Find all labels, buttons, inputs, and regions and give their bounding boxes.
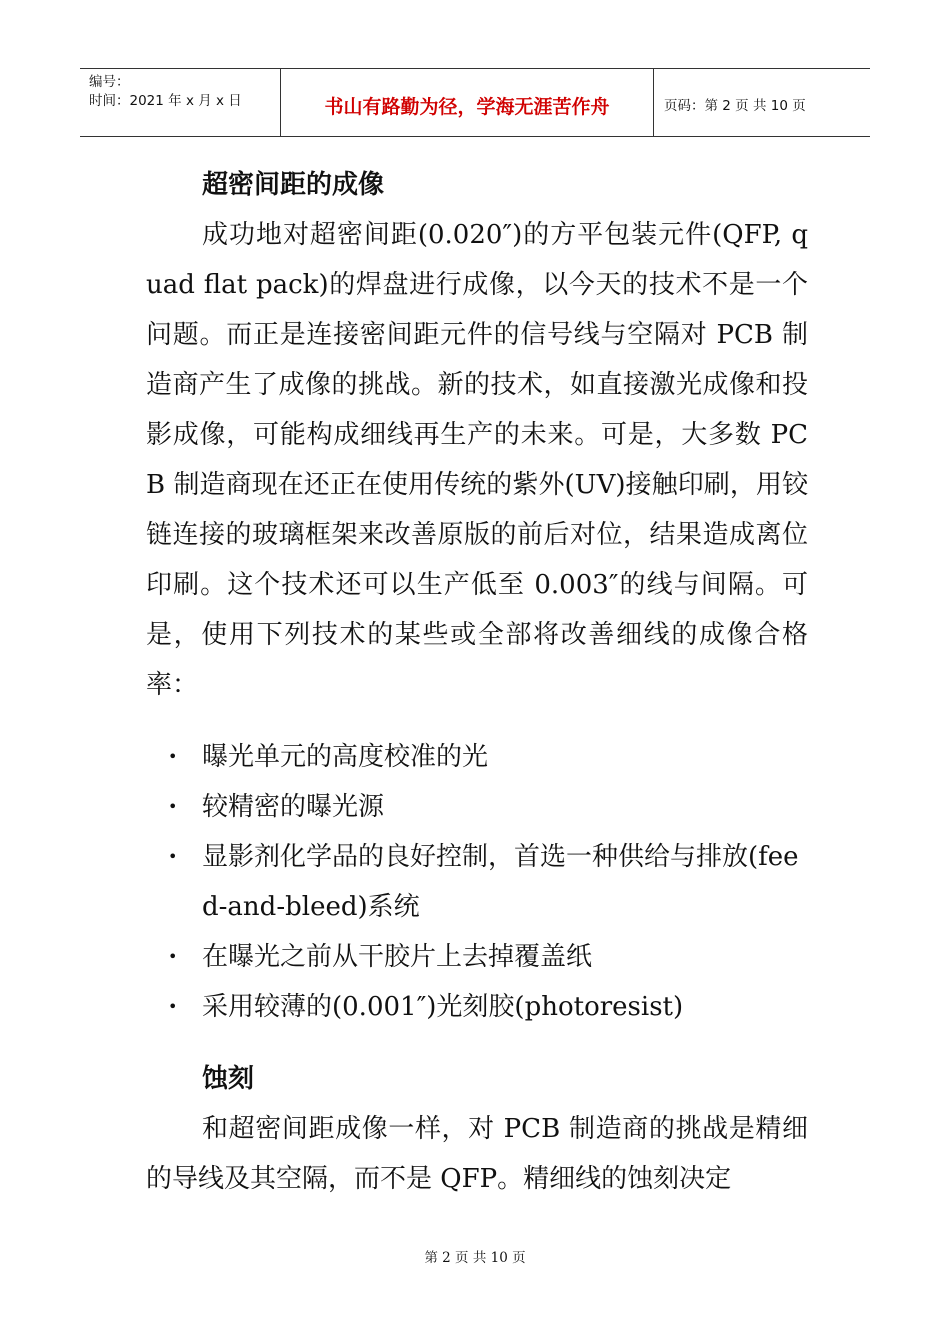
list-item	[146, 832, 808, 932]
list-item	[146, 732, 808, 782]
document-number-label: 编号：	[89, 74, 130, 90]
footer-page-number: 第 2 页 共 10 页	[424, 1250, 526, 1266]
header-motto-cell	[281, 69, 654, 136]
document-date: 时间：2021 年 x 月 x 日	[89, 93, 242, 109]
list-item-text: 显影剂化学品的良好控制，首选一种供给与排放(feed-and-bleed)系统	[202, 842, 799, 922]
list-item	[146, 932, 808, 982]
bullet-icon: •	[168, 797, 178, 816]
header-page-info: 页码：第 2 页 共 10 页	[664, 97, 806, 114]
page-footer	[0, 1246, 950, 1266]
list-item-text: 较精密的曝光源	[202, 792, 385, 822]
document-body	[146, 160, 808, 1204]
bullet-icon: •	[168, 747, 178, 766]
list-item	[146, 982, 808, 1032]
paragraph-etching: 和超密间距成像一样，对 PCB 制造商的挑战是精细的导线及其空隔，而不是 QFP。精细线的蚀刻决定	[146, 1114, 808, 1194]
header-page-cell	[654, 69, 870, 136]
bullet-list	[146, 732, 808, 1032]
page-header	[80, 68, 870, 137]
header-meta-cell	[80, 69, 281, 136]
bullet-icon: •	[168, 847, 178, 866]
header-motto: 书山有路勤为径，学海无涯苦作舟	[324, 96, 610, 118]
paragraph-imaging: 成功地对超密间距(0.020″)的方平包装元件(QFP, quad flat pack)的焊盘进行成像，以今天的技术不是一个问题。而正是连接密间距元件的信号线与空隔对 PCB 制造商产生了成像的挑战。新的技术，如直接激光成像和投影成像，可能构成细线再生产的未来。可是，大多数 PCB 制造商现在还正在使用传统的紫外(UV)接触印刷，用铰链连接的玻璃框架来改善原版的前后对位，结果造成离位印刷。这个技术还可以生产低至 0.003″的线与间隔。可是，使用下列技术的某些或全部将改善细线的成像合格率：	[146, 220, 808, 700]
section-title-imaging: 超密间距的成像	[202, 170, 385, 200]
section-title-etching: 蚀刻	[202, 1064, 255, 1094]
list-item-text: 采用较薄的(0.001″)光刻胶(photoresist)	[202, 992, 684, 1022]
list-item	[146, 782, 808, 832]
bullet-icon: •	[168, 997, 178, 1016]
list-item-text: 曝光单元的高度校准的光	[202, 742, 489, 772]
list-item-text: 在曝光之前从干胶片上去掉覆盖纸	[202, 942, 593, 972]
bullet-icon: •	[168, 947, 178, 966]
